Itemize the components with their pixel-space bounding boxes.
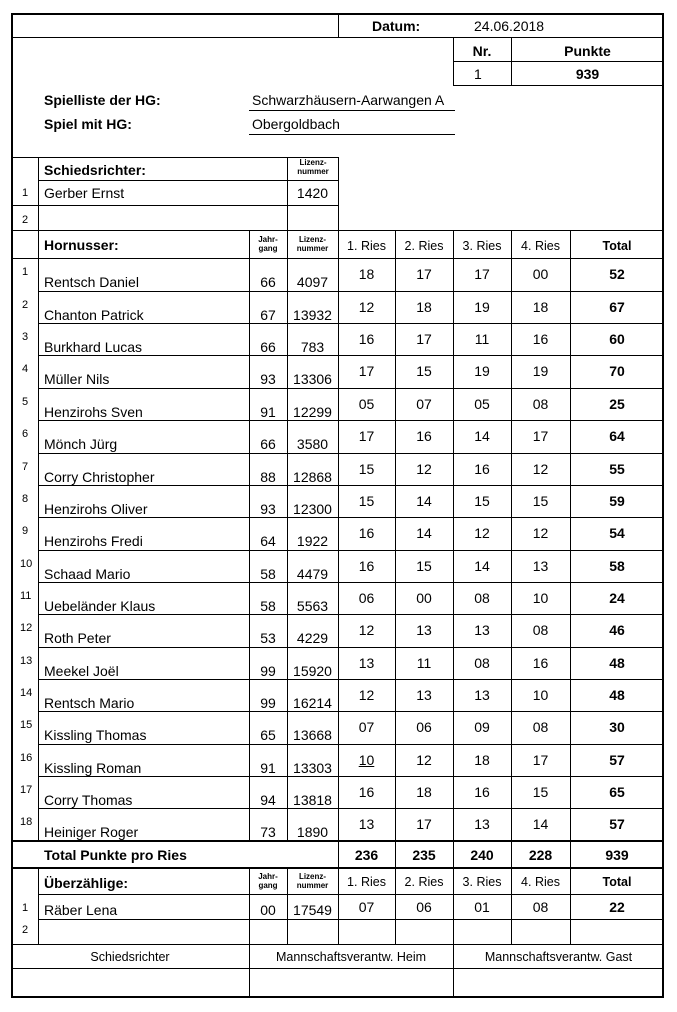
date-label: Datum: [372,18,421,34]
player-year: 53 [260,630,276,646]
signature-referee-label: Schiedsrichter [90,950,170,964]
player-ries-score: 08 [532,396,549,412]
nr-value: 1 [474,66,482,82]
player-row-index: 5 [22,396,29,408]
extras-license-header: Lizenz- nummer [296,872,329,890]
grid-line [38,894,39,919]
grid-line [38,517,39,550]
player-ries-score: 17 [416,816,432,832]
player-total: 48 [609,687,625,703]
player-year: 99 [260,663,276,679]
extra-license: 17549 [293,902,332,918]
extras-title: Überzählige: [44,875,129,891]
grid-line [338,157,339,230]
ries-header: 1. Ries [347,239,386,253]
player-name: Chanton Patrick [44,307,144,323]
player-year: 99 [260,695,276,711]
points-value: 939 [575,66,600,82]
player-ries-score: 16 [474,784,490,800]
extra-name: Räber Lena [44,902,118,918]
player-ries-score: 19 [474,363,490,379]
grid-line [453,61,664,62]
player-row-index: 11 [20,590,32,602]
player-ries-score: 12 [358,299,375,315]
opponent-label: Spiel mit HG: [44,116,132,132]
player-ries-score: 16 [532,655,549,671]
player-ries-score: 00 [416,590,432,606]
player-year: 88 [260,469,276,485]
player-ries-score: 19 [532,363,549,379]
grid-line [249,134,455,135]
player-total: 25 [609,396,625,412]
player-name: Schaad Mario [44,566,131,582]
player-ries-score: 05 [474,396,490,412]
player-ries-score: 17 [532,428,549,444]
date-value: 24.06.2018 [474,18,545,34]
grid-line [38,258,39,291]
player-license: 12868 [293,469,332,485]
player-license: 12299 [293,404,332,420]
player-total: 67 [609,299,625,315]
ries-header: 1. Ries [347,875,386,889]
player-total: 55 [609,461,625,477]
player-total: 30 [609,719,625,735]
player-ries-score: 08 [532,719,549,735]
extras-year-header: Jahr- gang [258,872,278,890]
player-name: Rentsch Daniel [44,274,139,290]
player-ries-score: 13 [474,816,490,832]
player-license: 12300 [293,501,332,517]
player-year: 91 [260,760,276,776]
player-ries-score: 15 [416,363,432,379]
referee-name: Gerber Ernst [44,185,125,201]
player-ries-score: 18 [532,299,549,315]
signature-guest-label: Mannschaftsverantw. Gast [484,950,633,964]
grid-line [38,808,39,840]
player-ries-score: 16 [358,784,375,800]
player-ries-score: 18 [416,299,432,315]
player-ries-score: 16 [358,525,375,541]
grid-line [11,205,338,206]
player-ries-score: 17 [474,266,490,282]
player-total: 52 [609,266,625,282]
player-total: 59 [609,493,625,509]
player-row-index: 6 [22,428,29,440]
grid-line [38,453,39,485]
player-ries-score: 17 [416,331,432,347]
player-name: Mönch Jürg [44,436,118,452]
player-license: 13306 [293,371,332,387]
grid-line [38,550,39,582]
player-ries-score: 15 [474,493,490,509]
grid-line [287,919,288,944]
player-license: 4097 [296,274,329,290]
extra-ries-score: 01 [474,899,490,915]
player-year: 65 [260,727,276,743]
player-license: 4229 [296,630,329,646]
grid-line [38,679,39,711]
player-ries-score: 10 [358,752,375,768]
player-license: 16214 [293,695,332,711]
player-ries-score: 16 [358,558,375,574]
player-ries-score: 12 [416,752,432,768]
player-license: 15920 [293,663,332,679]
player-name: Henzirohs Oliver [44,501,148,517]
player-name: Henzirohs Fredi [44,533,143,549]
player-ries-score: 13 [358,655,375,671]
grid-line [11,968,664,969]
player-ries-score: 18 [474,752,490,768]
grid-line [38,323,39,355]
player-total: 57 [609,816,625,832]
player-ries-score: 08 [532,622,549,638]
player-name: Roth Peter [44,630,111,646]
player-ries-score: 10 [532,687,549,703]
player-name: Uebeländer Klaus [44,598,156,614]
player-year: 66 [260,436,276,452]
grid-line [453,85,664,86]
player-row-index: 9 [22,525,29,537]
player-ries-score: 12 [532,461,549,477]
total-header: Total [602,239,632,253]
player-ries-score: 14 [416,493,432,509]
player-name: Müller Nils [44,371,110,387]
player-ries-score: 16 [474,461,490,477]
player-ries-score: 10 [532,590,549,606]
player-row-index: 13 [20,655,33,667]
player-license: 1922 [296,533,329,549]
player-row-index: 15 [20,719,33,731]
player-name: Heiniger Roger [44,824,139,840]
ries-header: 4. Ries [521,239,560,253]
total-header: Total [602,875,632,889]
player-year: 91 [260,404,276,420]
ries-total: 236 [354,847,379,863]
extra-ries-score: 07 [358,899,375,915]
player-name: Corry Christopher [44,469,155,485]
player-ries-score: 06 [416,719,432,735]
player-name: Burkhard Lucas [44,339,143,355]
player-total: 48 [609,655,625,671]
player-row-index: 7 [22,461,29,473]
playlist-value: Schwarzhäusern-Aarwangen A [252,92,445,108]
player-total: 64 [609,428,625,444]
players-license-header: Lizenz- nummer [296,235,329,253]
grid-line [38,291,39,323]
extra-ries-score: 08 [532,899,549,915]
extra-row-index: 2 [22,924,29,936]
player-row-index: 18 [20,816,33,828]
player-ries-score: 14 [474,558,490,574]
player-ries-score: 12 [358,622,375,638]
grid-line [453,919,454,944]
player-name: Corry Thomas [44,792,133,808]
player-ries-score: 08 [474,655,490,671]
player-year: 58 [260,566,276,582]
player-ries-score: 14 [532,816,549,832]
player-year: 64 [260,533,276,549]
player-year: 66 [260,274,276,290]
ries-header: 2. Ries [404,875,444,889]
player-row-index: 12 [20,622,33,634]
totals-label: Total Punkte pro Ries [44,847,187,863]
player-ries-score: 18 [416,784,432,800]
ries-total: 235 [412,847,436,863]
score-sheet [11,13,664,998]
grand-total: 939 [605,847,629,863]
grid-line [38,485,39,517]
player-ries-score: 17 [532,752,549,768]
player-ries-score: 15 [358,493,375,509]
playlist-label: Spielliste der HG: [44,92,161,108]
grid-line [38,582,39,614]
player-ries-score: 07 [416,396,432,412]
ries-header: 3. Ries [462,239,502,253]
ries-total: 228 [528,847,553,863]
player-row-index: 4 [22,363,29,375]
player-total: 70 [609,363,625,379]
player-ries-score: 16 [532,331,549,347]
player-row-index: 17 [20,784,33,796]
player-total: 54 [609,525,625,541]
player-ries-score: 13 [358,816,375,832]
player-license: 13932 [293,307,332,323]
player-ries-score: 08 [474,590,490,606]
player-ries-score: 16 [416,428,432,444]
player-total: 57 [609,752,625,768]
player-row-index: 14 [20,687,33,699]
player-year: 94 [260,792,276,808]
player-total: 46 [609,622,625,638]
grid-line [38,230,39,258]
grid-line [38,776,39,808]
player-ries-score: 15 [532,784,549,800]
extra-row-index: 1 [22,902,29,914]
referee-license-header: Lizenz- nummer [297,158,329,176]
player-ries-score: 14 [474,428,490,444]
player-total: 58 [609,558,625,574]
grid-line [570,919,571,944]
points-label: Punkte [564,43,611,59]
extra-total: 22 [609,899,625,915]
player-year: 58 [260,598,276,614]
player-ries-score: 17 [358,428,375,444]
player-ries-score: 05 [358,396,375,412]
player-license: 3580 [296,436,329,452]
grid-line [38,355,39,388]
player-year: 66 [260,339,276,355]
player-ries-score: 12 [532,525,549,541]
player-row-index: 3 [22,331,29,343]
player-ries-score: 18 [358,266,375,282]
referee-row-index: 2 [22,214,29,226]
ries-header: 3. Ries [462,875,502,889]
player-ries-score: 13 [532,558,549,574]
player-ries-score: 12 [474,525,490,541]
ries-header: 2. Ries [404,239,444,253]
player-name: Kissling Thomas [44,727,147,743]
player-ries-score: 14 [416,525,432,541]
player-year: 93 [260,501,276,517]
player-ries-score: 15 [532,493,549,509]
player-name: Meekel Joël [44,663,119,679]
grid-line [338,919,339,944]
ries-total: 240 [470,847,494,863]
player-row-index: 16 [20,752,33,764]
grid-line [38,420,39,453]
grid-line [38,614,39,647]
player-row-index: 8 [22,493,29,505]
referee-license: 1420 [296,185,329,201]
player-ries-score: 11 [474,331,490,347]
player-ries-score: 19 [474,299,490,315]
player-ries-score: 15 [416,558,432,574]
players-year-header: Jahr- gang [258,235,278,253]
player-row-index: 1 [22,266,29,278]
grid-line [11,944,664,945]
player-ries-score: 13 [474,622,490,638]
grid-line [38,919,39,944]
player-ries-score: 13 [416,687,432,703]
opponent-value: Obergoldbach [252,116,340,132]
player-row-index: 10 [20,558,33,570]
grid-line [38,388,39,420]
player-license: 783 [300,339,325,355]
player-license: 13303 [293,760,332,776]
player-name: Rentsch Mario [44,695,135,711]
player-total: 60 [609,331,625,347]
grid-line [38,744,39,776]
grid-line [38,647,39,679]
extra-year: 00 [260,902,276,918]
player-license: 13818 [293,792,332,808]
player-ries-score: 16 [358,331,375,347]
grid-line [338,13,339,37]
referee-title: Schiedsrichter: [44,162,146,178]
player-ries-score: 12 [416,461,432,477]
player-row-index: 2 [22,299,29,311]
grid-line [11,37,664,38]
player-total: 65 [609,784,625,800]
player-ries-score: 09 [474,719,490,735]
player-year: 67 [260,307,276,323]
player-year: 93 [260,371,276,387]
player-ries-score: 06 [358,590,375,606]
player-ries-score: 17 [416,266,432,282]
grid-line [249,919,250,944]
player-ries-score: 07 [358,719,375,735]
players-title: Hornusser: [44,237,119,253]
player-ries-score: 00 [532,266,549,282]
player-ries-score: 12 [358,687,375,703]
player-ries-score: 13 [474,687,490,703]
player-ries-score: 11 [416,655,432,671]
player-total: 24 [609,590,625,606]
ries-header: 4. Ries [521,875,560,889]
player-license: 5563 [296,598,329,614]
player-license: 4479 [296,566,329,582]
player-license: 13668 [293,727,332,743]
signature-home-label: Mannschaftsverantw. Heim [275,950,427,964]
grid-line [511,919,512,944]
player-name: Henzirohs Sven [44,404,143,420]
grid-line [38,711,39,744]
grid-line [249,110,455,111]
nr-label: Nr. [472,43,492,59]
player-year: 73 [260,824,276,840]
referee-row-index: 1 [22,187,29,199]
grid-line [38,180,338,181]
player-license: 1890 [296,824,329,840]
extra-ries-score: 06 [416,899,432,915]
player-ries-score: 17 [358,363,375,379]
player-ries-score: 13 [416,622,432,638]
player-ries-score: 15 [358,461,375,477]
grid-line [38,157,39,230]
player-name: Kissling Roman [44,760,142,776]
grid-line [38,867,39,894]
grid-line [395,919,396,944]
